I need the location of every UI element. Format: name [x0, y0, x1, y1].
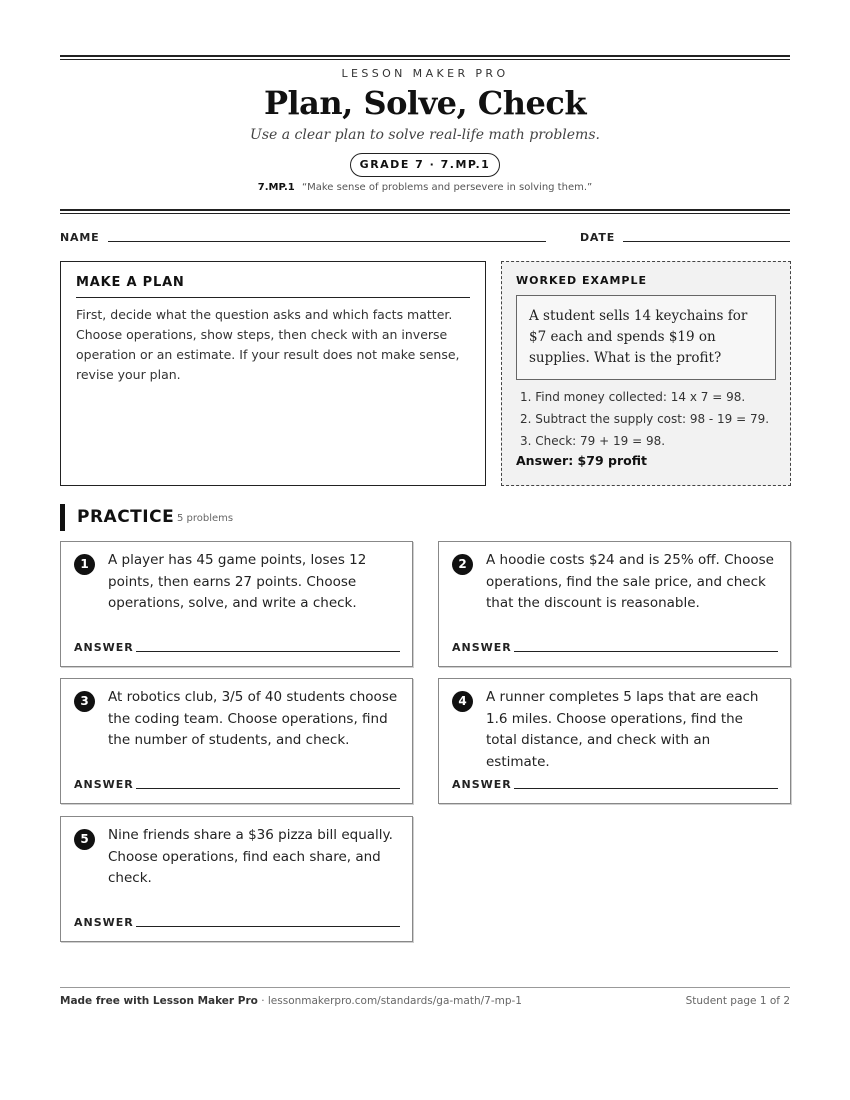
problem-card-3 [60, 678, 413, 804]
problem-number-badge: 5 [74, 829, 95, 850]
header-bottom-double-rule [60, 209, 790, 214]
problem-text: At robotics club, 3/5 of 40 students choose the coding team. Choose operations, find the number of students, and check. [108, 689, 398, 748]
answer-label: ANSWER [74, 641, 134, 654]
practice-title: PRACTICE [77, 507, 175, 527]
problem-text: A player has 45 game points, loses 12 points, then earns 27 points. Choose operations, solve, and write a check. [108, 552, 367, 611]
example-answer: Answer: $79 profit [516, 453, 647, 468]
problem-number-badge: 2 [452, 554, 473, 575]
problem-text: Nine friends share a $36 pizza bill equally. Choose operations, find each share, and check. [108, 827, 393, 886]
problem-number-badge: 4 [452, 691, 473, 712]
footer-page-number: Student page 1 of 2 [685, 995, 790, 1007]
date-field[interactable] [623, 241, 790, 242]
answer-field[interactable] [136, 788, 400, 789]
answer-label: ANSWER [74, 778, 134, 791]
standard-code: 7.MP.1 [257, 182, 295, 193]
make-a-plan-box [60, 261, 486, 486]
answer-label: ANSWER [452, 641, 512, 654]
brand-name: LESSON MAKER PRO [341, 67, 509, 80]
answer-label: ANSWER [74, 916, 134, 929]
name-field[interactable] [108, 241, 546, 242]
practice-accent-bar [60, 504, 65, 531]
problem-card-5 [60, 816, 413, 942]
worked-example-box [501, 261, 791, 486]
name-label: NAME [60, 231, 100, 244]
problem-card-1 [60, 541, 413, 667]
problem-number-badge: 3 [74, 691, 95, 712]
example-title: WORKED EXAMPLE [516, 274, 647, 287]
footer-credit [60, 995, 522, 1007]
problem-text: A hoodie costs $24 and is 25% off. Choose operations, find the sale price, and check that the discount is reasonable. [486, 552, 774, 611]
footer-url[interactable]: · lessonmakerpro.com/standards/ga-math/7-mp-1 [257, 995, 522, 1007]
answer-label: ANSWER [452, 778, 512, 791]
worksheet-subtitle: Use a clear plan to solve real-life math problems. [250, 127, 600, 143]
plan-title: MAKE A PLAN [76, 275, 470, 298]
problem-card-2 [438, 541, 791, 667]
example-step: 1. Find money collected: 14 x 7 = 98. [520, 390, 746, 404]
answer-field[interactable] [514, 788, 778, 789]
example-step: 2. Subtract the supply cost: 98 - 19 = 79. [520, 412, 770, 426]
footer-rule [60, 987, 790, 988]
problem-card-4 [438, 678, 791, 804]
example-problem: A student sells 14 keychains for $7 each and spends $19 on supplies. What is the profit? [516, 295, 776, 380]
worksheet-title: Plan, Solve, Check [263, 84, 587, 122]
answer-field[interactable] [136, 651, 400, 652]
problem-number-badge: 1 [74, 554, 95, 575]
example-step: 3. Check: 79 + 19 = 98. [520, 434, 666, 448]
practice-count: 5 problems [177, 513, 234, 524]
date-label: DATE [580, 231, 616, 244]
standard-quote: “Make sense of problems and persevere in solving them.” [301, 182, 593, 193]
example-steps [516, 386, 776, 452]
plan-text: First, decide what the question asks and which facts matter. Choose operations, show steps, then check with an inverse operation or an estimate. If your result does not make sense, revise your plan. [76, 307, 460, 382]
answer-field[interactable] [514, 651, 778, 652]
grade-badge: GRADE 7 · 7.MP.1 [350, 153, 500, 177]
footer-made-with: Made free with Lesson Maker Pro [60, 995, 258, 1007]
standard-line [0, 182, 850, 193]
answer-field[interactable] [136, 926, 400, 927]
top-double-rule [60, 55, 790, 60]
problem-text: A runner completes 5 laps that are each 1.6 miles. Choose operations, find the total distance, and check with an estimate. [486, 689, 759, 770]
